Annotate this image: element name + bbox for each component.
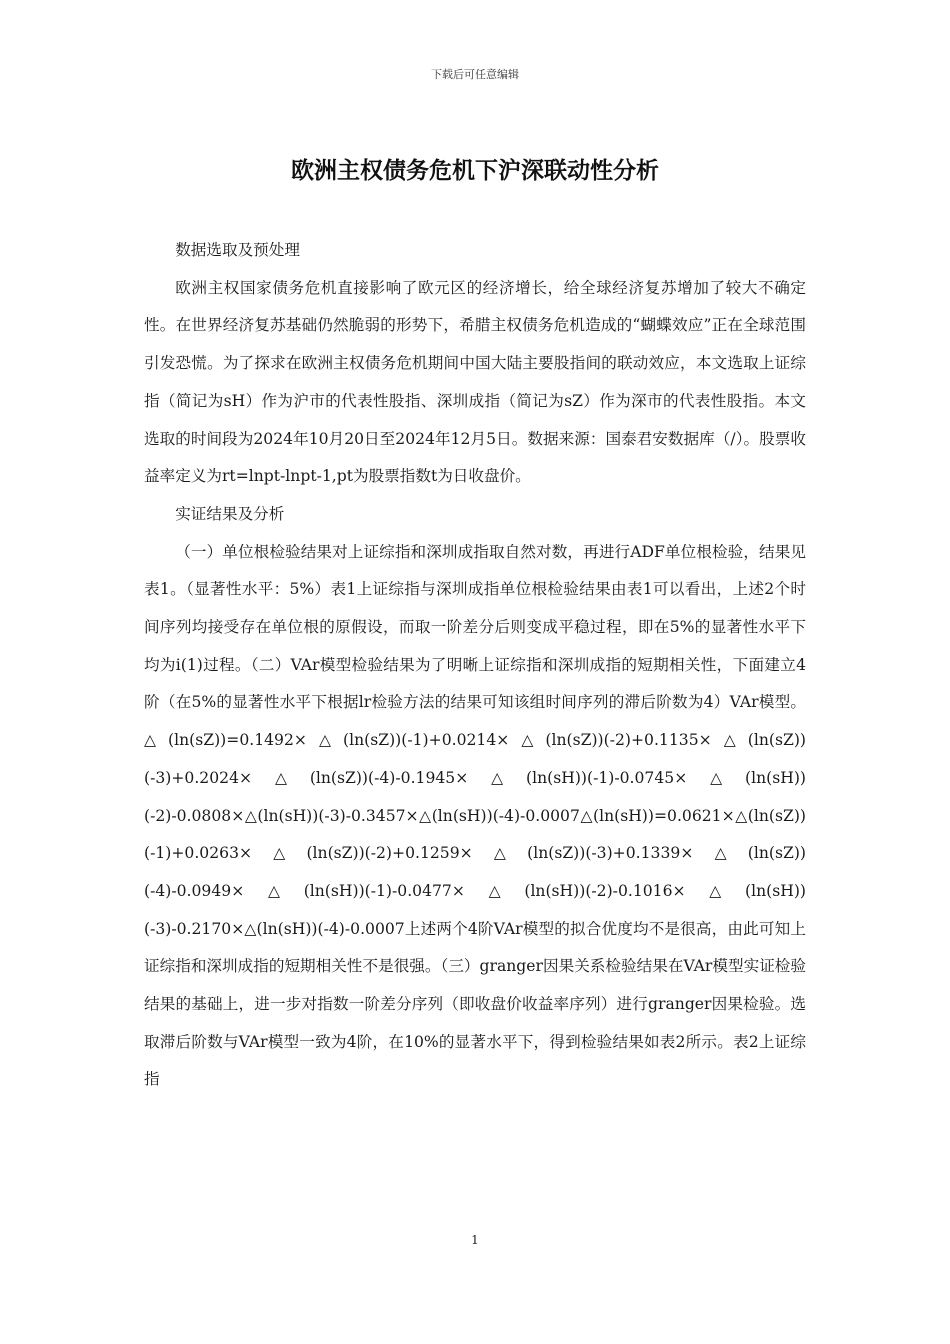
section-heading-results: 实证结果及分析 bbox=[175, 504, 285, 523]
header-note: 下载后可任意编辑 bbox=[431, 68, 519, 81]
document-body bbox=[144, 232, 806, 1099]
paragraph-results: （一）单位根检验结果对上证综指和深圳成指取自然对数，再进行ADF单位根检验，结果见表1。（显著性水平：5%）表1上证综指与深圳成指单位根检验结果由表1可以看出，上述2个时间序列均接受存在单位根的原假设，而取一阶差分后则变成平稳过程，即在5%的显著性水平下均为i(1)过程。（二）VAr模型检验结果为了明晰上证综指和深圳成指的短期相关性，下面建立4阶（在5%的显著性水平下根据lr检验方法的结果可知该组时间序列的滞后阶数为4）VAr模型。△(ln(sZ))=0.1492×△(ln(sZ))(-1)+0.0214×△(ln(sZ))(-2)+0.1135×△(ln(sZ))(-3)+0.2024×△(ln(sZ))(-4)-0.1945×△(ln(sH))(-1)-0.0745×△(ln(sH))(-2)-0.0808×△(ln(sH))(-3)-0.3457×△(ln(sH))(-4)-0.0007△(ln(sH))=0.0621×△(ln(sZ))(-1)+0.0263×△(ln(sZ))(-2)+0.1259×△(ln(sZ))(-3)+0.1339×△(ln(sZ))(-4)-0.0949×△(ln(sH))(-1)-0.0477×△(ln(sH))(-2)-0.1016×△(ln(sH))(-3)-0.2170×△(ln(sH))(-4)-0.0007上述两个4阶VAr模型的拟合优度均不是很高，由此可知上证综指和深圳成指的短期相关性不是很强。（三）granger因果关系检验结果在VAr模型实证检验结果的基础上，进一步对指数一阶差分序列（即收盘价收益率序列）进行granger因果检验。选取滞后阶数与VAr模型一致为4阶，在10%的显著水平下，得到检验结果如表2所示。表2上证综指 bbox=[144, 542, 806, 1089]
section-heading-data: 数据选取及预处理 bbox=[175, 241, 300, 259]
page-number: 1 bbox=[471, 1233, 479, 1247]
document-title: 欧洲主权债务危机下沪深联动性分析 bbox=[291, 158, 659, 184]
paragraph-data-description: 欧洲主权国家债务危机直接影响了欧元区的经济增长，给全球经济复苏增加了较大不确定性。在世界经济复苏基础仍然脆弱的形势下，希腊主权债务危机造成的“蝴蝶效应”正在全球范围引发恐慌。为了探求在欧洲主权债务危机期间中国大陆主要股指间的联动效应，本文选取上证综指（简记为sH）作为沪市的代表性股指、深圳成指（简记为sZ）作为深市的代表性股指。本文选取的时间段为2024年10月20日至2024年12月5日。数据来源：国泰君安数据库（/）。股票收益率定义为rt=lnpt-lnpt-1,pt为股票指数t为日收盘价。 bbox=[144, 278, 806, 486]
